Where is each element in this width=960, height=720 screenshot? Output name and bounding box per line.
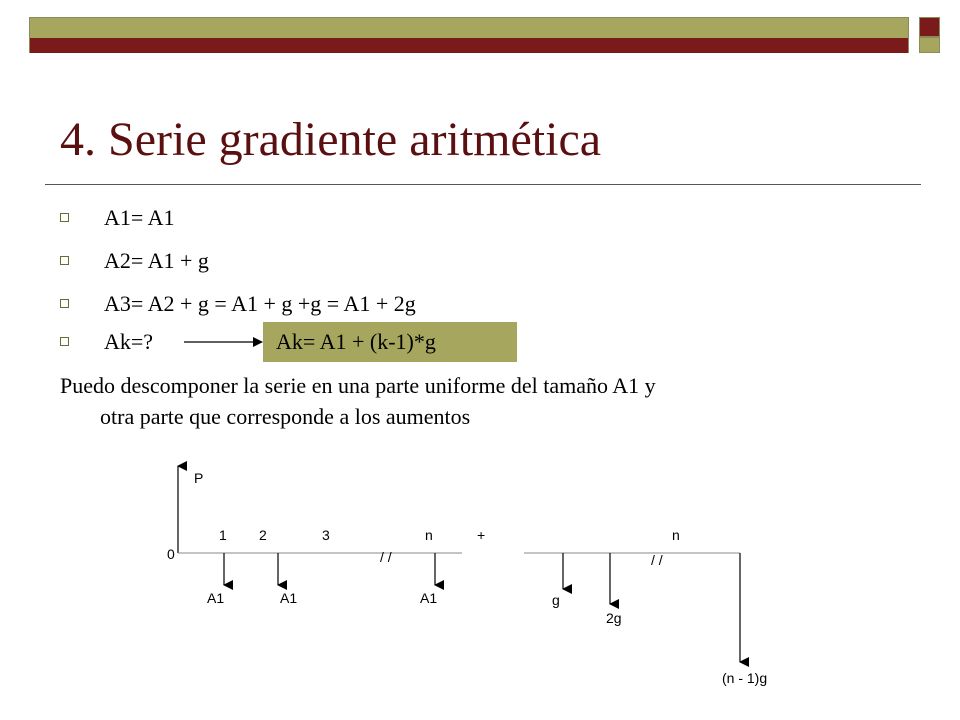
bullet-text: A3= A2 + g = A1 + g +g = A1 + 2g xyxy=(104,291,416,316)
period-label-n: n xyxy=(425,527,433,543)
n-1g-label: (n - 1)g xyxy=(722,670,768,686)
bullet-text: A1= A1 xyxy=(104,205,175,230)
plus-sign: + xyxy=(477,527,486,543)
formula-text: Ak= A1 + (k-1)*g xyxy=(276,329,436,354)
bullet-text: A2= A1 + g xyxy=(104,248,209,273)
paragraph-line-1: Puedo descomponer la serie en una parte uniforme del tamaño A1 y xyxy=(60,373,656,398)
slide-title: 4. Serie gradiente aritmética xyxy=(60,113,602,166)
p-label: P xyxy=(194,470,204,486)
right-break-mark: / / xyxy=(651,552,663,568)
period-label-3: 3 xyxy=(322,527,330,543)
bullet-text: Ak=? xyxy=(104,329,154,354)
left-break-mark: / / xyxy=(380,549,392,565)
2g-label: 2g xyxy=(606,610,622,626)
a1-label-n: A1 xyxy=(420,590,438,606)
a1-label-2: A1 xyxy=(280,590,298,606)
zero-label: 0 xyxy=(167,546,175,562)
g-label: g xyxy=(552,592,560,608)
right-period-label-n: n xyxy=(672,527,680,543)
period-label-2: 2 xyxy=(259,527,267,543)
a1-label-1: A1 xyxy=(207,590,225,606)
period-label-1: 1 xyxy=(219,527,227,543)
paragraph-line-2: otra parte que corresponde a los aumentos xyxy=(100,404,471,429)
